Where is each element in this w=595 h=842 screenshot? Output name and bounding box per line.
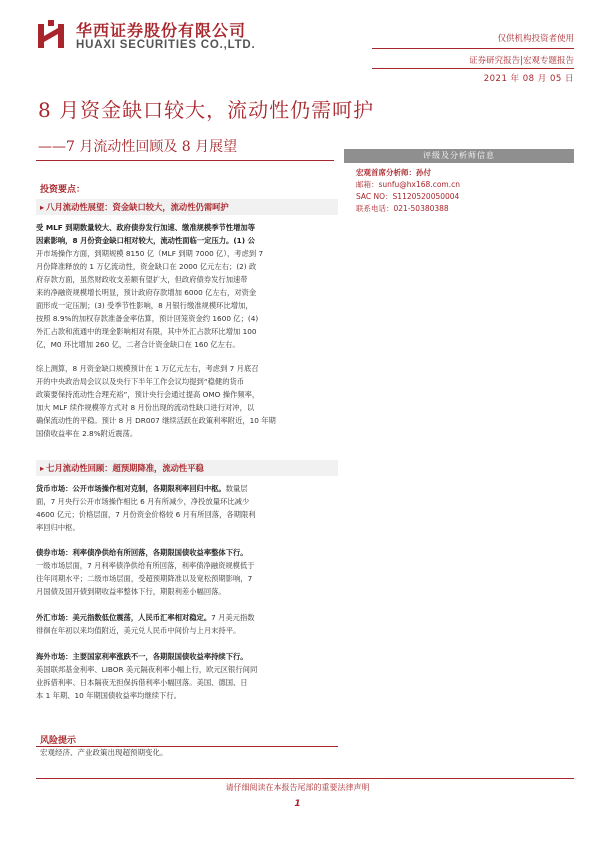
paragraph-line: 加大 MLF 续作规模等方式对 8 月份出现的流动性缺口进行对冲，以	[36, 403, 255, 412]
paragraph-line	[36, 611, 338, 624]
fx-market-text: 7 月美元指数	[211, 613, 255, 622]
analyst-phone: 联系电话：021-50380388	[356, 204, 449, 213]
paragraph-line: 外汇占款和流通中的现金影响相对有限，其中外汇占款环比增加 100	[36, 327, 257, 336]
paragraph-line: 按照 8.9%的加权存款准备金率估算，预计回笼资金约 1600 亿；(4)	[36, 314, 259, 323]
overseas-market-paragraph	[36, 650, 338, 702]
money-market-paragraph	[36, 482, 338, 534]
paragraph-line: 亿，M0 环比增加 260 亿，二者合计资金缺口在 160 亿左右。	[36, 340, 240, 349]
paragraph-line: 受 MLF 到期数量较大、政府债券发行加速、缴准规模季节性增加等	[36, 223, 255, 232]
paragraph-line: 确保流动性的平稳。预计 8 月 DR007 继续活跃在政策利率附近，10 年期	[36, 416, 276, 425]
analyst-info-box	[344, 149, 574, 215]
analyst-name: 宏观首席分析师：孙付	[356, 168, 431, 177]
header-divider	[372, 48, 574, 49]
conclusion-paragraph	[36, 362, 338, 440]
overseas-market-head: 海外市场：主要国家利率涨跌不一，各期限国债收益率持续下行。	[36, 652, 248, 661]
report-subtitle: ——7 月流动性回顾及 8 月展望	[38, 139, 238, 155]
paragraph-line: 面形成一定压制；(3) 受季节性影响，8 月银行缴准规模环比增加，	[36, 301, 253, 310]
huaxi-logo-icon	[36, 18, 66, 50]
key-points-title: 投资要点：	[40, 185, 86, 195]
paragraph-line: 开市场操作方面，到期规模 8150 亿（MLF 到期 7000 亿），考虑到 7	[36, 249, 264, 258]
paragraph-line: 本 1 年期、10 年期国债收益率均继续下行。	[36, 691, 181, 700]
triangle-bullet-icon: ▸	[40, 463, 45, 473]
paragraph-line: 综上测算，8 月资金缺口规模预计在 1 万亿元左右，考虑到 7 月底召	[36, 364, 259, 373]
section-outlook-header	[36, 199, 338, 215]
paragraph-line: 往年同期水平；二级市场层面，受超预期降准以及宽松预期影响，7	[36, 574, 253, 583]
header-divider-2	[372, 68, 574, 69]
section-review-header	[36, 460, 338, 476]
footer-divider	[36, 778, 574, 779]
audience-label: 仅供机构投资者使用	[497, 34, 574, 44]
paragraph-line: 府存款方面，虽然财政收支差额有望扩大，但政府债券发行加速带	[36, 275, 248, 284]
analyst-box-body	[344, 163, 574, 215]
risk-text: 宏观经济、产业政策出现超预期变化。	[40, 748, 168, 757]
paragraph-line	[36, 482, 338, 495]
paragraph-line: 4600 亿元；价格层面，7 月份资金价格较 6 月有所回落，各期限利	[36, 510, 256, 519]
paragraph-line: 月份降准释放的 1 万亿流动性，资金缺口在 2000 亿元左右；(2) 政	[36, 262, 257, 271]
paragraph-line: 政策要保持流动性合理充裕”，预计央行会通过提高 OMO 操作频率，	[36, 390, 260, 399]
paragraph-line: 徘徊在年初以来均值附近，美元兑人民币中间价与上月末持平。	[36, 626, 241, 635]
paragraph-line: 业拆借利率、日本隔夜无担保拆借利率小幅回落。美国、德国、日	[36, 678, 248, 687]
company-name-cn: 华西证券股份有限公司	[76, 21, 247, 40]
footer-disclaimer: 请仔细阅读在本报告尾部的重要法律声明	[225, 783, 370, 792]
bond-market-head: 债券市场：利率债净供给有所回落，各期限国债收益率整体下行。	[36, 548, 248, 557]
bond-market-paragraph	[36, 546, 338, 598]
paragraph-line: 率回归中枢。	[36, 523, 80, 532]
page-number: 1	[294, 799, 301, 809]
paragraph-line: 一级市场层面，7 月利率债净供给有所回落，利率债净融资规模低于	[36, 561, 255, 570]
report-category: 证券研究报告|宏观专题报告	[469, 56, 574, 66]
paragraph-line: 美国联邦基金利率、LIBOR 美元隔夜利率小幅上行，欧元区银行间同	[36, 665, 258, 674]
money-market-text: 数量层	[225, 484, 248, 493]
paragraph-line: 国债收益率在 2.8%附近震荡。	[36, 429, 138, 438]
company-name-en: HUAXI SECURITIES CO.,LTD.	[76, 39, 256, 51]
paragraph-line: 月国债及国开债到期收益率整体下行，期限利差小幅回落。	[36, 587, 226, 596]
section-outlook-title: 八月流动性展望：资金缺口较大，流动性仍需呵护	[46, 202, 229, 212]
paragraph-line: 面，7 月央行公开市场操作相比 6 月有所减少，净投放量环比减少	[36, 497, 250, 506]
outlook-paragraph	[36, 221, 338, 351]
fx-market-head: 外汇市场：美元指数低位震荡，人民币汇率相对稳定。	[36, 613, 212, 622]
money-market-head: 货币市场：公开市场操作相对克制，各期限利率回归中枢。	[36, 484, 226, 493]
report-date: 2021 年 08 月 05 日	[483, 74, 574, 84]
paragraph-line: 因素影响，8 月份资金缺口相对较大，流动性面临一定压力。(1) 公	[36, 236, 255, 245]
section-review-title: 七月流动性回顾：超预期降准，流动性平稳	[46, 463, 204, 473]
analyst-email[interactable]: 邮箱：sunfu@hx168.com.cn	[356, 180, 460, 189]
fx-market-paragraph	[36, 611, 338, 637]
paragraph-line: 开的中央政治局会议以及央行下半年工作会议均提到“稳健的货币	[36, 377, 245, 386]
paragraph-line: 来的净融资规模增长明显，预计政府存款增加 6000 亿左右，对资金	[36, 288, 257, 297]
risk-title: 风险提示	[40, 736, 77, 746]
analyst-box-header: 评级及分析师信息	[344, 149, 574, 163]
subtitle-underline	[36, 160, 334, 161]
analyst-sac: SAC NO：S1120520050004	[356, 192, 460, 201]
triangle-bullet-icon: ▸	[40, 202, 45, 212]
report-title: 8 月资金缺口较大，流动性仍需呵护	[38, 98, 375, 122]
